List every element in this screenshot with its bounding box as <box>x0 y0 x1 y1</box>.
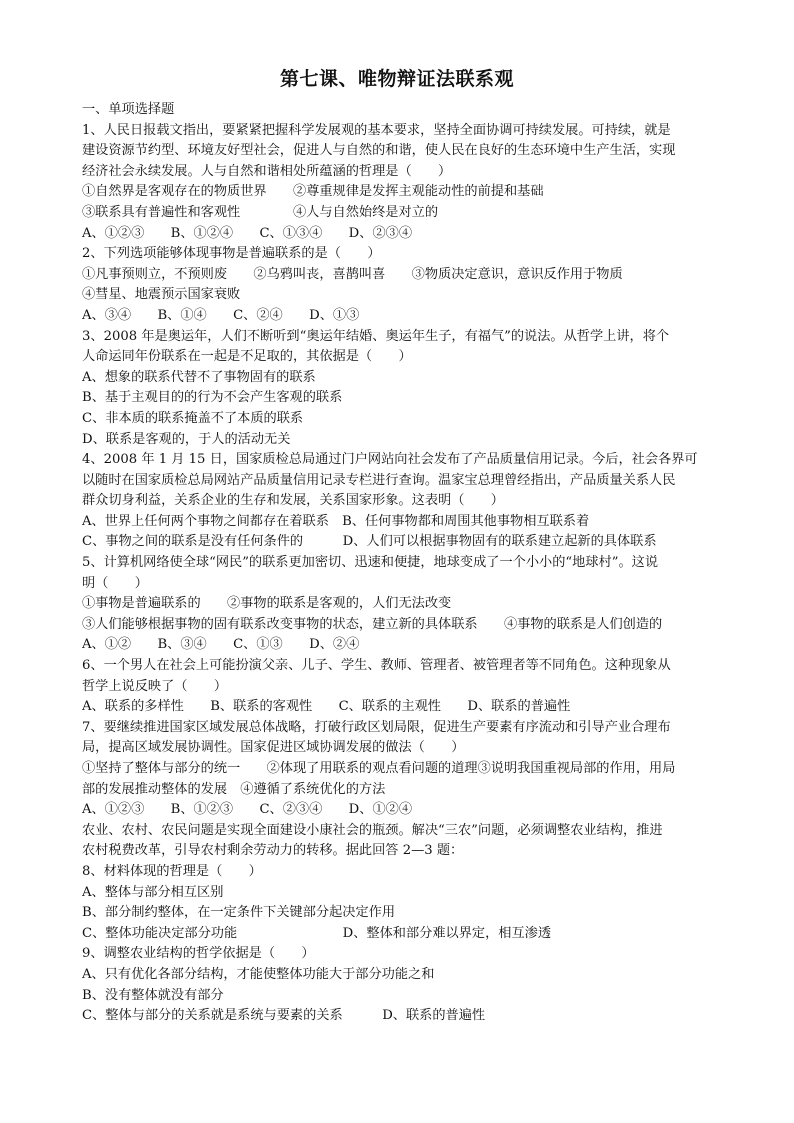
text-line: ①自然界是客观存在的物质世界 ②尊重规律是发挥主观能动性的前提和基础 <box>82 184 544 200</box>
text-line: C、非本质的联系掩盖不了本质的联系 <box>82 410 304 426</box>
text-line: 3、2008 年是奥运年，人们不断听到“奥运年结婚、奥运年生子，有福气”的说法。从哲学上讲，将个 <box>82 328 670 344</box>
text-line: 群众切身利益，关系企业的生存和发展，关系国家形象。这表明（ ） <box>82 493 504 509</box>
text-line: A、世界上任何两个事物之间都存在着联系 B、任何事物都和周围其他事物相互联系着 <box>82 513 590 529</box>
text-line: 1、人民日报载文指出，要紧紧把握科学发展观的基本要求，坚持全面协调可持续发展。可持续，就是 <box>82 122 671 138</box>
text-line: 建设资源节约型、环境友好型社会，促进人与自然的和谐，使人民在良好的生态环境中生产生活，实现 <box>82 143 676 159</box>
section-heading: 一、单项选择题 <box>82 102 175 117</box>
text-line: 8、材料体现的哲理是（ ） <box>82 863 262 879</box>
text-line: A、联系的多样性 B、联系的客观性 C、联系的主观性 D、联系的普遍性 <box>82 699 571 715</box>
text-line: 9、调整农业结构的哲学依据是（ ） <box>82 946 315 962</box>
text-line: C、整体与部分的关系就是系统与要素的关系 D、联系的普遍性 <box>82 1008 486 1024</box>
text-line: B、基于主观目的的行为不会产生客观的联系 <box>82 390 343 406</box>
page-title: 第七课、唯物辩证法联系观 <box>279 68 514 90</box>
text-lines <box>82 121 714 1027</box>
text-line: 5、计算机网络使全球“网民”的联系更加密切、迅速和便捷，地球变成了一个小小的“地球村”。这说 <box>82 555 659 571</box>
text-line: 2、下列选项能够体现事物是普遍联系的是（ ） <box>82 246 381 262</box>
text-line: D、联系是客观的，于人的活动无关 <box>82 431 291 447</box>
text-line: 局，提高区域发展协调性。国家促进区域协调发展的做法（ ） <box>82 740 465 756</box>
text-line: A、①② B、③④ C、①③ D、②④ <box>82 637 360 653</box>
text-line: 农村税费改革，引导农村剩余劳动力的转移。据此回答 2—3 题： <box>82 843 464 859</box>
text-line: 明（ ） <box>82 575 148 591</box>
text-line: C、事物之间的联系是没有任何条件的 D、人们可以根据事物固有的联系建立起新的具体联系 <box>82 534 657 550</box>
text-line: B、没有整体就没有部分 <box>82 987 224 1003</box>
text-line: A、③④ B、①④ C、②④ D、①③ <box>82 307 360 323</box>
text-line: 哲学上说反映了（ ） <box>82 678 228 694</box>
text-line: ①凡事预则立，不预则废 ②乌鸦叫丧，喜鹊叫喜 ③物质决定意识，意识反作用于物质 <box>82 266 623 282</box>
text-line: ①坚持了整体与部分的统一 ②体现了用联系的观点看问题的道理③说明我国重视局部的作用，用局 <box>82 761 676 776</box>
text-line: A、只有优化各部分结构，才能使整体功能大于部分功能之和 <box>82 966 435 982</box>
question-body <box>82 100 714 1027</box>
text-line: A、①②③ B、①②③ C、②③④ D、①②④ <box>82 802 413 818</box>
text-line: 人命运同年份联系在一起是不足取的，其依据是（ ） <box>82 349 412 365</box>
text-line: 7、要继续推进国家区域发展总体战略，打破行政区划局限，促进生产要素有序流动和引导产业合理布 <box>82 719 671 735</box>
text-line: ①事物是普遍联系的 ②事物的联系是客观的，人们无法改变 <box>82 596 452 612</box>
text-line: A、①②③ B、①②④ C、①③④ D、②③④ <box>82 225 413 241</box>
text-line: A、整体与部分相互区别 <box>82 884 224 900</box>
text-line: ③人们能够根据事物的固有联系改变事物的状态，建立新的具体联系 ④事物的联系是人们创造的 <box>82 616 663 632</box>
text-line: 农业、农村、农民问题是实现全面建设小康社会的瓶颈。解决“三农”问题，必须调整农业结构，推进 <box>82 822 663 838</box>
text-line: ④彗星、地震预示国家衰败 <box>82 287 241 303</box>
text-line: 以随时在国家质检总局网站产品质量信用记录专栏进行查询。温家宝总理曾经指出，产品质量关系人民 <box>82 472 676 488</box>
text-line: B、部分制约整体，在一定条件下关键部分起决定作用 <box>82 905 396 921</box>
text-line: 4、2008 年 1 月 15 日，国家质检总局通过门户网站向社会发布了产品质量信用记录。今后，社会各界可 <box>82 452 698 468</box>
text-line: ③联系具有普遍性和客观性 ④人与自然始终是对立的 <box>82 204 439 220</box>
text-line: 经济社会永续发展。人与自然和谐相处所蕴涵的哲理是（ ） <box>82 163 452 179</box>
text-line: 部的发展推动整体的发展 ④遵循了系统优化的方法 <box>82 781 386 797</box>
text-line: A、想象的联系代替不了事物固有的联系 <box>82 369 316 385</box>
text-line: C、整体功能决定部分功能 D、整体和部分难以界定，相互渗透 <box>82 925 552 941</box>
text-line: 6、一个男人在社会上可能扮演父亲、儿子、学生、教师、管理者、被管理者等不同角色。这种现象从 <box>82 658 671 674</box>
